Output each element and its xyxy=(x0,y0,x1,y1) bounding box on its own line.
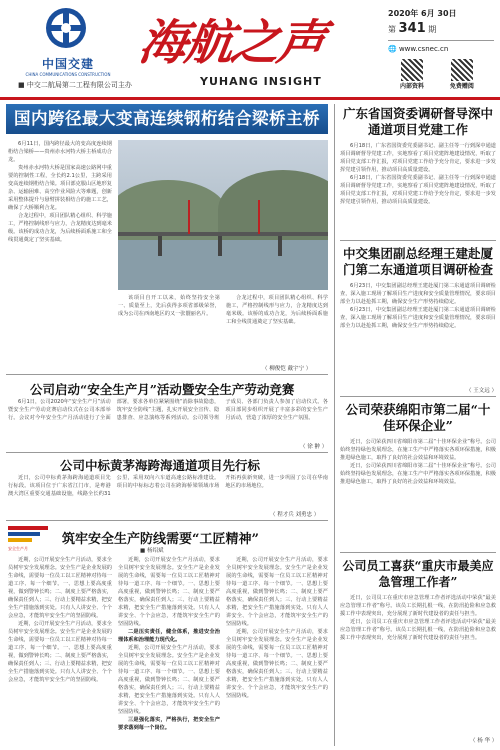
article-body xyxy=(8,474,328,512)
paragraph: 近日，公司荣获四川省绵阳市第二届“十佳环保企业”称号。公司始终坚持绿色发展理念，在施工生产中严格落实各项环保措施，积极推进绿色施工，取得了良好的社会效益和环境效益。 xyxy=(340,463,496,485)
sidebar-byline: （ 杨 华 ） xyxy=(470,738,498,744)
issue-date: 2020年 6月 30日 xyxy=(388,9,457,18)
ccc-logo xyxy=(18,6,118,77)
paragraph: 贵州赤水河特大桥是国家高速公路网中重要的控制性工程，全长约2.1公里，主跨采用变高连续钢桁结合梁。项目部克服山区地形复杂、运输困难、高空作业风险大等难题，创新采用整体提升与悬臂拼装相结合的施工工艺，确保了大桥顺利合龙。 xyxy=(8,165,112,211)
paragraph: 6月11日，国内跨径最大的变高度连续钢桁结合梁桥——贵州赤水河特大桥主桥成功合龙。 xyxy=(8,141,112,163)
issue-label: 第 xyxy=(388,25,396,34)
paragraph: 近期，公司开展安全生产月活动，要求全员树牢安全发展理念。安全生产是企业发展的生命线，需要每一位员工以工匠精神对待每一道工序、每一个细节。一、思想上要高度重视，做到警钟长鸣；二、制度上要严格落实，确保责任到人；三、行动上要精益求精，把安全生产措施落到实处。只有人人讲安全、个个会应急，才能筑牢安全生产的坚固防线。 xyxy=(226,557,328,627)
paragraph: 近日，公司员工在重庆市应急管理工作者评选活动中荣获“最美应急管理工作者”称号。该员工长期扎根一线，在防汛抢险和应急救援工作中表现突出，充分展现了新时代建设者的责任与担当。 xyxy=(340,619,496,641)
qr-codes xyxy=(388,59,494,90)
divider xyxy=(6,374,328,375)
divider xyxy=(340,240,496,241)
ccc-emblem-icon xyxy=(44,6,88,50)
paragraph: 合龙过程中，项目团队精心组织、科学施工，严格控制线形与应力，合龙精度达到毫米级。该桥的成功合龙，为后续桥面系施工和全线贯通奠定了坚实基础。 xyxy=(8,213,112,243)
paragraph: 近期，公司开展安全生产月活动，要求全员树牢安全发展理念。安全生产是企业发展的生命线，需要每一位员工以工匠精神对待每一道工序、每一个细节。一、思想上要高度重视，做到警钟长鸣；二、制度上要严格落实，确保责任到人；三、行动上要精益求精，把安全生产措施落到实处。只有人人讲安全、个个会应急，才能筑牢安全生产的坚固防线。 xyxy=(226,629,328,699)
article-byline: （ 程才兵 刘勇忠 ） xyxy=(270,512,320,518)
paragraph: 合龙过程中，项目团队精心组织、科学施工，严格控制线形与应力，合龙精度达到毫米级。该桥的成功合龙，为后续桥面系施工和全线贯通奠定了坚实基础。 xyxy=(226,295,328,325)
safety-month-logo xyxy=(8,526,52,546)
website[interactable]: 🌐 www.csnec.cn xyxy=(388,45,449,53)
article-body xyxy=(8,398,328,444)
bridge-photo xyxy=(118,140,328,290)
paragraph: 近期，公司开展安全生产月活动，要求全员树牢安全发展理念。安全生产是企业发展的生命线，需要每一位员工以工匠精神对待每一道工序、每一个细节。一、思想上要高度重视，做到警钟长鸣；二、制度上要严格落实，确保责任到人；三、行动上要精益求精，把安全生产措施落到实处。只有人人讲安全、个个会应急，才能筑牢安全生产的坚固防线。 xyxy=(118,645,220,715)
masthead xyxy=(0,0,500,98)
masthead-rule xyxy=(0,97,500,100)
sidebar-headline: 公司员工喜获“重庆市最美应急管理工作者” xyxy=(342,559,494,589)
qr-code-icon xyxy=(451,59,473,81)
sidebar-byline: （ 王文远 ） xyxy=(466,388,497,394)
sidebar-body xyxy=(340,594,496,734)
article-body xyxy=(226,556,328,746)
safety-logo-caption: 安全生产月 xyxy=(8,546,28,551)
sidebar-body xyxy=(340,142,496,234)
sidebar-body xyxy=(340,282,496,382)
divider xyxy=(388,40,494,41)
issue-suffix: 期 xyxy=(428,25,437,34)
sidebar-headline: 公司荣获绵阳市第二届“十佳环保企业” xyxy=(345,402,491,433)
subheading: 三是强化落实，严格执行，把安全生产要求落到每一个岗位。 xyxy=(118,717,220,731)
sidebar-body xyxy=(340,438,496,548)
sponsor-text: 中交二航局第二工程有限公司主办 xyxy=(26,81,132,89)
article-headline: 公司启动“安全生产月”活动暨安全生产劳动竞赛 xyxy=(30,382,295,397)
paragraph: 6月23日，中交集团副总经理王建赴厦门第二东通道项目调研检查，深入施工现场了解项目生产进度和安全质量管理情况，要求项目部全力以赴抢抓工期，确保安全生产形势持续稳定。 xyxy=(340,307,496,329)
article-body xyxy=(8,556,112,746)
paragraph: 近日，公司荣获四川省绵阳市第二届“十佳环保企业”称号。公司始终坚持绿色发展理念，在施工生产中严格落实各项环保措施，积极推进绿色施工，取得了良好的社会效益和环境效益。 xyxy=(340,439,496,461)
qr-item xyxy=(388,59,436,90)
issue-no-value: 341 xyxy=(398,21,426,36)
article-body xyxy=(118,556,220,746)
article-byline: （ 徐 翀 ） xyxy=(300,444,328,450)
lead-headline: 国内跨径最大变高连续钢桁结合梁桥主桥 xyxy=(6,104,328,134)
paragraph: 6月18日，广东省国资委党委副书记、副主任等一行到深中通道项目调研督导党建工作，实地察看了项目党建阵地建设情况，听取了项目党支部工作汇报，对项目党建工作给予充分肯定，要求进一步发挥党建引领作用，推动项目高质量建设。 xyxy=(340,143,496,173)
issue-info xyxy=(388,8,494,90)
lead-body-col2 xyxy=(118,294,220,370)
qr-code-icon xyxy=(401,59,423,81)
divider xyxy=(6,520,328,521)
paragraph: 近期，公司开展安全生产月活动，要求全员树牢安全发展理念。安全生产是企业发展的生命线，需要每一位员工以工匠精神对待每一道工序、每一个细节。一、思想上要高度重视，做到警钟长鸣；二、制度上要严格落实，确保责任到人；三、行动上要精益求精，把安全生产措施落到实处。只有人人讲安全、个个会应急，才能筑牢安全生产的坚固防线。 xyxy=(118,557,220,627)
divider xyxy=(6,452,328,453)
paragraph: 6月23日，中交集团副总经理王建赴厦门第二东通道项目调研检查，深入施工现场了解项目生产进度和安全质量管理情况，要求项目部全力以赴抢抓工期，确保安全生产形势持续稳定。 xyxy=(340,283,496,305)
lead-body-col3 xyxy=(226,294,328,362)
logo-en-text: CHINA COMMUNICATIONS CONSTRUCTION xyxy=(25,72,111,77)
lead-byline: （ 柳俊恺 戴宇宁 ） xyxy=(262,366,312,372)
sponsor-line: ■ 中交二航局第二工程有限公司主办 xyxy=(18,81,132,89)
article-author: ■ 杨绍斌 xyxy=(140,548,164,554)
qr-caption: 免费赠阅 xyxy=(449,83,474,90)
paragraph: 6月1日，公司2020年“安全生产月”活动暨安全生产劳动竞赛启动仪式在公司本部举行。会议对今年安全生产月活动进行了全面部署，要求各单位紧紧围绕“消除事故隐患，筑牢安全防线”主题，扎实开展安全宣传、隐患排查、应急演练等系列活动。公司领导班子成员、各部门负责人参加了启动仪式。各项目部同步组织开展了丰富多彩的安全生产月活动，营造了浓厚的安全生产氛围。 xyxy=(8,399,328,421)
sidebar-headline: 广东省国资委调研督导深中通道项目党建工作 xyxy=(342,106,493,137)
paragraph: 近日，公司员工在重庆市应急管理工作者评选活动中荣获“最美应急管理工作者”称号。该员工长期扎根一线，在防汛抢险和应急救援工作中表现突出，充分展现了新时代建设者的责任与担当。 xyxy=(340,595,496,617)
issue-number xyxy=(388,21,494,36)
paragraph: 6月18日，广东省国资委党委副书记、副主任等一行到深中通道项目调研督导党建工作，实地察看了项目党建阵地建设情况，听取了项目党支部工作汇报，对项目党建工作给予充分肯定，要求进一步发挥党建引领作用，推动项目高质量建设。 xyxy=(340,175,496,205)
newspaper-title-en: YUHANG INSIGHT xyxy=(200,75,322,88)
article-headline: 筑牢安全生产防线需要“工匠精神” xyxy=(62,532,259,547)
author-name: 杨绍斌 xyxy=(146,548,164,554)
newspaper-title: 海航之声 xyxy=(135,15,328,71)
column-divider xyxy=(334,104,335,746)
divider xyxy=(340,552,496,553)
lead-body-col1 xyxy=(8,140,112,370)
paragraph: 该项目自开工以来，始终坚持安全第一、质量至上，先后获得多项省部级荣誉，成为公司在西南地区的又一张靓丽名片。 xyxy=(118,295,220,317)
sidebar-headline: 中交集团副总经理王建赴厦门第二东通道项目调研检查 xyxy=(342,246,493,277)
qr-caption: 内部资料 xyxy=(399,83,424,90)
article-headline: 公司中标黄茅海跨海通道项目先行标 xyxy=(60,458,261,473)
logo-cn-text: 中国交建 xyxy=(41,57,94,71)
paragraph: 近期，公司开展安全生产月活动，要求全员树牢安全发展理念。安全生产是企业发展的生命线，需要每一位员工以工匠精神对待每一道工序、每一个细节。一、思想上要高度重视，做到警钟长鸣；二、制度上要严格落实，确保责任到人；三、行动上要精益求精，把安全生产措施落到实处。只有人人讲安全、个个会应急，才能筑牢安全生产的坚固防线。 xyxy=(8,621,112,683)
subheading: 二是压实责任，健全体系，推进安全治理体系和治理能力现代化。 xyxy=(118,629,220,643)
paragraph: 近期，公司开展安全生产月活动，要求全员树牢安全发展理念。安全生产是企业发展的生命线，需要每一位员工以工匠精神对待每一道工序、每一个细节。一、思想上要高度重视，做到警钟长鸣；二、制度上要严格落实，确保责任到人；三、行动上要精益求精，把安全生产措施落到实处。只有人人讲安全、个个会应急，才能筑牢安全生产的坚固防线。 xyxy=(8,557,112,619)
divider xyxy=(340,396,496,397)
website-url[interactable]: www.csnec.cn xyxy=(398,45,449,53)
qr-item xyxy=(438,59,486,90)
paragraph: 近日，公司中标黄茅海跨海通道项目先行标段。该项目位于广东省江门市，是粤港澳大湾区重要交通基础设施，线路全长约31公里，采用双向六车道高速公路标准建设。项目的中标标志着公司在跨海桥梁领域市场开拓再获新突破，进一步巩固了公司在华南地区的市场地位。 xyxy=(8,475,328,497)
